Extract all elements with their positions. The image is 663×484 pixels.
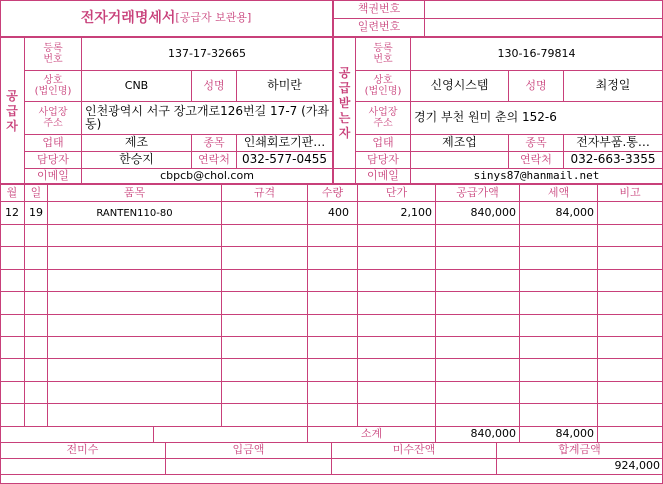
row-note: [598, 247, 663, 269]
row-supply-value: [436, 247, 520, 269]
row-supply-value: 840,000: [436, 202, 520, 225]
receiver-biz-type: 제조업: [411, 135, 509, 152]
row-note: [598, 337, 663, 359]
row-month: [0, 382, 25, 404]
supplier-address-label: 사업장 주소: [25, 102, 82, 135]
row-item: [48, 382, 222, 404]
row-tax: [520, 225, 598, 247]
supplier-email-label: 이메일: [25, 169, 82, 185]
row-qty: [308, 292, 358, 314]
receiver-reg-no-label: 등록 번호: [356, 38, 411, 71]
row-note: [598, 225, 663, 247]
supplier-company-label: 상호 (법인명): [25, 71, 82, 102]
col-header-note: 비고: [598, 185, 663, 202]
row-tax: [520, 315, 598, 337]
row-unit-price: [358, 359, 436, 381]
row-note: [598, 382, 663, 404]
col-header-supply-value: 공급가액: [436, 185, 520, 202]
row-spec: [222, 315, 308, 337]
row-spec: [222, 270, 308, 292]
row-day: [25, 404, 48, 426]
row-tax: [520, 247, 598, 269]
col-header-spec: 규격: [222, 185, 308, 202]
row-month: [0, 315, 25, 337]
receiver-address-label: 사업장 주소: [356, 102, 411, 135]
row-spec: [222, 292, 308, 314]
unpaid-label: 전미수: [0, 443, 166, 459]
receiver-phone: 032-663-3355: [564, 152, 663, 169]
row-supply-value: [436, 404, 520, 426]
row-day: [25, 315, 48, 337]
receiver-biz-item-label: 종목: [509, 135, 564, 152]
subtotal-note: [598, 427, 663, 443]
deposit-value: [166, 459, 332, 475]
row-day: [25, 359, 48, 381]
supplier-company: CNB: [82, 71, 192, 102]
row-spec: [222, 337, 308, 359]
row-item: [48, 292, 222, 314]
row-note: [598, 315, 663, 337]
supplier-reg-no-label: 등록 번호: [25, 38, 82, 71]
row-item: RANTEN110-80: [48, 202, 222, 225]
subtotal-label: 소계: [308, 427, 436, 443]
supplier-address: 인천광역시 서구 장고개로126번길 17-7 (가좌동): [82, 102, 334, 135]
book-no-label: 책권번호: [334, 0, 425, 19]
subtotal-supply-value: 840,000: [436, 427, 520, 443]
row-supply-value: [436, 270, 520, 292]
supplier-biz-item: 인쇄회로기판…: [237, 135, 334, 152]
row-month: [0, 337, 25, 359]
receiver-company-label: 상호 (법인명): [356, 71, 411, 102]
col-header-qty: 수량: [308, 185, 358, 202]
supplier-biz-type: 제조: [82, 135, 192, 152]
subtotal-left-b: [154, 427, 308, 443]
supplier-contact: 한승지: [82, 152, 192, 169]
supplier-phone-label: 연락처: [192, 152, 237, 169]
row-spec: [222, 404, 308, 426]
row-qty: [308, 247, 358, 269]
balance-value: [332, 459, 497, 475]
subtitle-text: [공급자 보관용]: [175, 11, 252, 25]
row-qty: [308, 315, 358, 337]
supplier-email: cbpcb@chol.com: [82, 169, 334, 185]
receiver-side-label: 공 급 받 는 자: [334, 38, 356, 169]
row-unit-price: [358, 292, 436, 314]
serial-no-label: 일련번호: [334, 19, 425, 38]
receiver-contact: [411, 152, 509, 169]
receiver-rep-name: 최정일: [564, 71, 663, 102]
row-qty: [308, 337, 358, 359]
supplier-contact-label: 담당자: [25, 152, 82, 169]
receiver-reg-no: 130-16-79814: [411, 38, 663, 71]
title-bottom-rule: [0, 19, 334, 38]
receiver-biz-item: 전자부품.통…: [564, 135, 663, 152]
row-item: [48, 337, 222, 359]
supplier-side-label: 공 급 자: [0, 38, 25, 185]
row-month: 12: [0, 202, 25, 225]
row-qty: 400: [308, 202, 358, 225]
balance-label: 미수잔액: [332, 443, 497, 459]
receiver-address: 경기 부천 원미 춘의 152-6: [411, 102, 663, 135]
row-day: [25, 270, 48, 292]
row-supply-value: [436, 382, 520, 404]
col-header-item: 품목: [48, 185, 222, 202]
receiver-contact-label: 담당자: [356, 152, 411, 169]
receiver-biz-type-label: 업태: [356, 135, 411, 152]
serial-no-value: [425, 19, 663, 38]
receiver-email: sinys87@hanmail.net: [411, 169, 663, 185]
row-unit-price: [358, 225, 436, 247]
col-header-tax: 세액: [520, 185, 598, 202]
receiver-phone-label: 연락처: [509, 152, 564, 169]
row-note: [598, 292, 663, 314]
row-month: [0, 247, 25, 269]
supplier-biz-type-label: 업태: [25, 135, 82, 152]
row-supply-value: [436, 359, 520, 381]
col-header-month: 월: [0, 185, 25, 202]
row-unit-price: [358, 270, 436, 292]
row-tax: [520, 382, 598, 404]
row-item: [48, 404, 222, 426]
row-supply-value: [436, 292, 520, 314]
row-spec: [222, 359, 308, 381]
row-spec: [222, 382, 308, 404]
row-note: [598, 359, 663, 381]
row-qty: [308, 382, 358, 404]
row-day: [25, 225, 48, 247]
row-supply-value: [436, 225, 520, 247]
supplier-side-bottom: [0, 169, 25, 185]
row-item: [48, 225, 222, 247]
row-item: [48, 359, 222, 381]
row-qty: [308, 359, 358, 381]
row-month: [0, 225, 25, 247]
row-supply-value: [436, 315, 520, 337]
row-tax: [520, 270, 598, 292]
row-unit-price: 2,100: [358, 202, 436, 225]
col-header-unit-price: 단가: [358, 185, 436, 202]
footer-bottom-band: [0, 475, 663, 484]
row-tax: [520, 404, 598, 426]
receiver-company: 신영시스템: [411, 71, 509, 102]
row-spec: [222, 247, 308, 269]
supplier-rep-name: 하미란: [237, 71, 334, 102]
col-header-day: 일: [25, 185, 48, 202]
row-spec: [222, 225, 308, 247]
row-note: [598, 202, 663, 225]
row-month: [0, 404, 25, 426]
row-supply-value: [436, 337, 520, 359]
row-unit-price: [358, 404, 436, 426]
supplier-rep-label: 성명: [192, 71, 237, 102]
row-qty: [308, 270, 358, 292]
row-item: [48, 270, 222, 292]
row-unit-price: [358, 337, 436, 359]
row-note: [598, 270, 663, 292]
book-no-value: [425, 0, 663, 19]
row-month: [0, 270, 25, 292]
deposit-label: 입금액: [166, 443, 332, 459]
receiver-side-bottom: [334, 169, 356, 185]
total-value: 924,000: [497, 459, 663, 475]
row-day: [25, 292, 48, 314]
row-spec: [222, 202, 308, 225]
row-tax: 84,000: [520, 202, 598, 225]
subtotal-tax: 84,000: [520, 427, 598, 443]
row-day: [25, 382, 48, 404]
supplier-biz-item-label: 종목: [192, 135, 237, 152]
row-qty: [308, 404, 358, 426]
row-unit-price: [358, 247, 436, 269]
row-unit-price: [358, 315, 436, 337]
supplier-phone: 032-577-0455: [237, 152, 334, 169]
row-item: [48, 315, 222, 337]
row-day: 19: [25, 202, 48, 225]
row-qty: [308, 225, 358, 247]
title-text: 전자거래명세서: [80, 9, 176, 26]
unpaid-value: [0, 459, 166, 475]
row-tax: [520, 292, 598, 314]
row-day: [25, 337, 48, 359]
row-month: [0, 359, 25, 381]
supplier-reg-no: 137-17-32665: [82, 38, 334, 71]
subtotal-left-a: [0, 427, 154, 443]
receiver-email-label: 이메일: [356, 169, 411, 185]
row-month: [0, 292, 25, 314]
row-tax: [520, 359, 598, 381]
total-label: 합계금액: [497, 443, 663, 459]
row-unit-price: [358, 382, 436, 404]
receiver-rep-label: 성명: [509, 71, 564, 102]
row-tax: [520, 337, 598, 359]
row-note: [598, 404, 663, 426]
row-item: [48, 247, 222, 269]
row-day: [25, 247, 48, 269]
